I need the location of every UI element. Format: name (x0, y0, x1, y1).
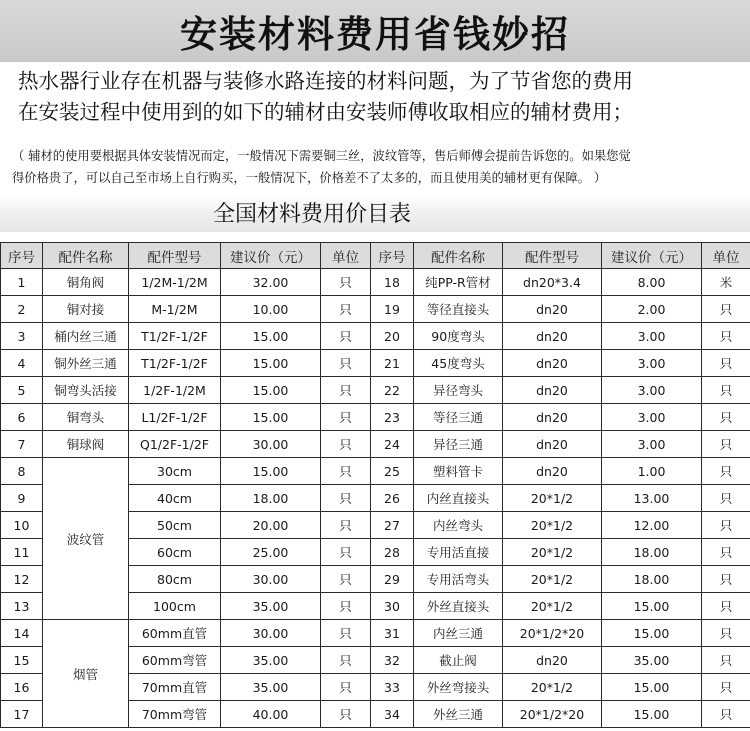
unit: 只 (702, 296, 750, 323)
part-model: 20*1/2 (503, 593, 602, 620)
part-name: 等径三通 (414, 404, 503, 431)
unit: 只 (702, 593, 750, 620)
unit: 只 (702, 539, 750, 566)
row-number: 22 (371, 377, 414, 404)
suggested-price: 8.00 (602, 269, 702, 296)
suggested-price: 13.00 (602, 485, 702, 512)
suggested-price: 3.00 (602, 377, 702, 404)
suggested-price: 20.00 (221, 512, 321, 539)
part-model: dn20 (503, 296, 602, 323)
part-name: 外丝直接头 (414, 593, 503, 620)
part-name: 90度弯头 (414, 323, 503, 350)
part-model: 1/2F-1/2M (129, 377, 221, 404)
unit: 只 (702, 323, 750, 350)
part-model: dn20 (503, 431, 602, 458)
part-model: dn20 (503, 647, 602, 674)
part-model: 50cm (129, 512, 221, 539)
row-number: 4 (1, 350, 43, 377)
part-name: 铜外丝三通 (43, 350, 129, 377)
table-row (1, 269, 750, 296)
intro-paragraph (18, 66, 748, 128)
part-name: 铜弯头 (43, 404, 129, 431)
part-name: 等径直接头 (414, 296, 503, 323)
part-model: 40cm (129, 485, 221, 512)
part-model: dn20 (503, 377, 602, 404)
row-number: 5 (1, 377, 43, 404)
part-model: 20*1/2*20 (503, 620, 602, 647)
row-number: 13 (1, 593, 43, 620)
row-number: 16 (1, 674, 43, 701)
row-number: 11 (1, 539, 43, 566)
part-model: 60cm (129, 539, 221, 566)
row-number: 15 (1, 647, 43, 674)
part-model: Q1/2F-1/2F (129, 431, 221, 458)
unit: 只 (321, 620, 371, 647)
unit: 只 (702, 512, 750, 539)
suggested-price: 40.00 (221, 701, 321, 728)
group-label-flue-pipe: 烟管 (43, 620, 129, 728)
part-model: 100cm (129, 593, 221, 620)
table-row (1, 323, 750, 350)
group-label-wave-tube: 波纹管 (43, 458, 129, 620)
part-model: 20*1/2 (503, 512, 602, 539)
suggested-price: 18.00 (602, 566, 702, 593)
unit: 只 (321, 512, 371, 539)
suggested-price: 30.00 (221, 431, 321, 458)
intro-line-2: 在安装过程中使用到的如下的辅材由安装师傅收取相应的辅材费用； (18, 100, 633, 124)
suggested-price: 12.00 (602, 512, 702, 539)
part-model: 70mm直管 (129, 674, 221, 701)
suggested-price: 3.00 (602, 404, 702, 431)
suggested-price: 15.00 (602, 701, 702, 728)
unit: 只 (321, 566, 371, 593)
unit: 只 (321, 674, 371, 701)
suggested-price: 32.00 (221, 269, 321, 296)
part-name: 铜弯头活接 (43, 377, 129, 404)
part-model: L1/2F-1/2F (129, 404, 221, 431)
row-number: 29 (371, 566, 414, 593)
suggested-price: 3.00 (602, 431, 702, 458)
unit: 只 (321, 431, 371, 458)
row-number: 9 (1, 485, 43, 512)
row-number: 19 (371, 296, 414, 323)
table-row (1, 620, 750, 647)
part-model: T1/2F-1/2F (129, 323, 221, 350)
part-model: dn20 (503, 404, 602, 431)
part-model: 20*1/2 (503, 485, 602, 512)
part-model: 30cm (129, 458, 221, 485)
suggested-price: 15.00 (602, 674, 702, 701)
table-header-row (1, 243, 750, 269)
suggested-price: 35.00 (602, 647, 702, 674)
row-number: 33 (371, 674, 414, 701)
row-number: 21 (371, 350, 414, 377)
part-name: 桶内丝三通 (43, 323, 129, 350)
part-name: 内丝直接头 (414, 485, 503, 512)
part-model: 20*1/2 (503, 539, 602, 566)
row-number: 34 (371, 701, 414, 728)
part-model: dn20 (503, 458, 602, 485)
row-number: 31 (371, 620, 414, 647)
header-name-left: 配件名称 (43, 243, 129, 269)
unit: 只 (321, 269, 371, 296)
row-number: 24 (371, 431, 414, 458)
unit: 只 (702, 350, 750, 377)
part-model: M-1/2M (129, 296, 221, 323)
part-model: 80cm (129, 566, 221, 593)
table-row (1, 458, 750, 485)
row-number: 10 (1, 512, 43, 539)
unit: 只 (702, 566, 750, 593)
suggested-price: 35.00 (221, 674, 321, 701)
table-title: 全国材料费用价目表 (213, 202, 412, 227)
part-name: 45度弯头 (414, 350, 503, 377)
header-no-left: 序号 (1, 243, 43, 269)
suggested-price: 30.00 (221, 566, 321, 593)
unit: 只 (321, 350, 371, 377)
part-name: 铜角阀 (43, 269, 129, 296)
row-number: 7 (1, 431, 43, 458)
row-number: 3 (1, 323, 43, 350)
part-name: 铜球阀 (43, 431, 129, 458)
part-model: 70mm弯管 (129, 701, 221, 728)
header-unit-right: 单位 (702, 243, 750, 269)
unit: 只 (702, 674, 750, 701)
row-number: 28 (371, 539, 414, 566)
part-model: 1/2M-1/2M (129, 269, 221, 296)
unit: 只 (702, 431, 750, 458)
header-price-left: 建议价（元） (221, 243, 321, 269)
table-row (1, 404, 750, 431)
row-number: 18 (371, 269, 414, 296)
suggested-price: 15.00 (602, 620, 702, 647)
note-line-1: （ 辅材的使用要根据具体安装情况而定，一般情况下需要铜三丝，波纹管等，售后师傅会提前告诉您的。如果您觉 (12, 149, 631, 163)
unit: 只 (702, 458, 750, 485)
table-row (1, 431, 750, 458)
suggested-price: 10.00 (221, 296, 321, 323)
unit: 只 (321, 647, 371, 674)
header-unit-left: 单位 (321, 243, 371, 269)
unit: 只 (702, 647, 750, 674)
page-title: 安装材料费用省钱妙招 (180, 13, 570, 56)
part-name: 专用活直接 (414, 539, 503, 566)
unit: 只 (321, 701, 371, 728)
note-paragraph (12, 145, 747, 189)
suggested-price: 25.00 (221, 539, 321, 566)
unit: 米 (702, 269, 750, 296)
suggested-price: 1.00 (602, 458, 702, 485)
row-number: 20 (371, 323, 414, 350)
suggested-price: 3.00 (602, 323, 702, 350)
unit: 只 (702, 377, 750, 404)
row-number: 12 (1, 566, 43, 593)
row-number: 17 (1, 701, 43, 728)
price-table (0, 242, 750, 728)
unit: 只 (321, 404, 371, 431)
suggested-price: 18.00 (602, 539, 702, 566)
title-banner (0, 0, 750, 62)
row-number: 8 (1, 458, 43, 485)
part-name: 截止阀 (414, 647, 503, 674)
header-price-right: 建议价（元） (602, 243, 702, 269)
part-name: 外丝三通 (414, 701, 503, 728)
unit: 只 (321, 593, 371, 620)
part-name: 内丝三通 (414, 620, 503, 647)
unit: 只 (321, 296, 371, 323)
part-name: 塑料管卡 (414, 458, 503, 485)
part-name: 铜对接 (43, 296, 129, 323)
row-number: 1 (1, 269, 43, 296)
part-name: 内丝弯头 (414, 512, 503, 539)
part-name: 异径三通 (414, 431, 503, 458)
header-no-right: 序号 (371, 243, 414, 269)
part-model: T1/2F-1/2F (129, 350, 221, 377)
row-number: 25 (371, 458, 414, 485)
unit: 只 (321, 377, 371, 404)
part-model: dn20 (503, 323, 602, 350)
suggested-price: 3.00 (602, 350, 702, 377)
suggested-price: 18.00 (221, 485, 321, 512)
header-model-right: 配件型号 (503, 243, 602, 269)
row-number: 32 (371, 647, 414, 674)
part-name: 专用活弯头 (414, 566, 503, 593)
part-model: 60mm直管 (129, 620, 221, 647)
suggested-price: 35.00 (221, 593, 321, 620)
table-row (1, 350, 750, 377)
part-model: 20*1/2 (503, 674, 602, 701)
suggested-price: 15.00 (221, 377, 321, 404)
suggested-price: 15.00 (602, 593, 702, 620)
suggested-price: 35.00 (221, 647, 321, 674)
table-row (1, 296, 750, 323)
unit: 只 (702, 404, 750, 431)
suggested-price: 15.00 (221, 404, 321, 431)
unit: 只 (321, 458, 371, 485)
part-model: dn20 (503, 350, 602, 377)
row-number: 30 (371, 593, 414, 620)
row-number: 6 (1, 404, 43, 431)
unit: 只 (321, 485, 371, 512)
unit: 只 (321, 539, 371, 566)
suggested-price: 2.00 (602, 296, 702, 323)
intro-line-1: 热水器行业存在机器与装修水路连接的材料问题，为了节省您的费用 (18, 69, 633, 93)
row-number: 27 (371, 512, 414, 539)
unit: 只 (702, 620, 750, 647)
row-number: 23 (371, 404, 414, 431)
part-model: 20*1/2*20 (503, 701, 602, 728)
unit: 只 (321, 323, 371, 350)
row-number: 2 (1, 296, 43, 323)
part-model: 20*1/2 (503, 566, 602, 593)
suggested-price: 30.00 (221, 620, 321, 647)
part-model: 60mm弯管 (129, 647, 221, 674)
table-row (1, 377, 750, 404)
row-number: 14 (1, 620, 43, 647)
part-name: 异径弯头 (414, 377, 503, 404)
suggested-price: 15.00 (221, 350, 321, 377)
suggested-price: 15.00 (221, 458, 321, 485)
part-name: 纯PP-R管材 (414, 269, 503, 296)
part-name: 外丝弯接头 (414, 674, 503, 701)
row-number: 26 (371, 485, 414, 512)
note-line-2: 得价格贵了，可以自己至市场上自行购买，一般情况下，价格差不了太多的，而且使用美的辅材更有保障。 ） (12, 171, 607, 185)
part-model: dn20*3.4 (503, 269, 602, 296)
unit: 只 (702, 485, 750, 512)
header-model-left: 配件型号 (129, 243, 221, 269)
header-name-right: 配件名称 (414, 243, 503, 269)
suggested-price: 15.00 (221, 323, 321, 350)
unit: 只 (702, 701, 750, 728)
